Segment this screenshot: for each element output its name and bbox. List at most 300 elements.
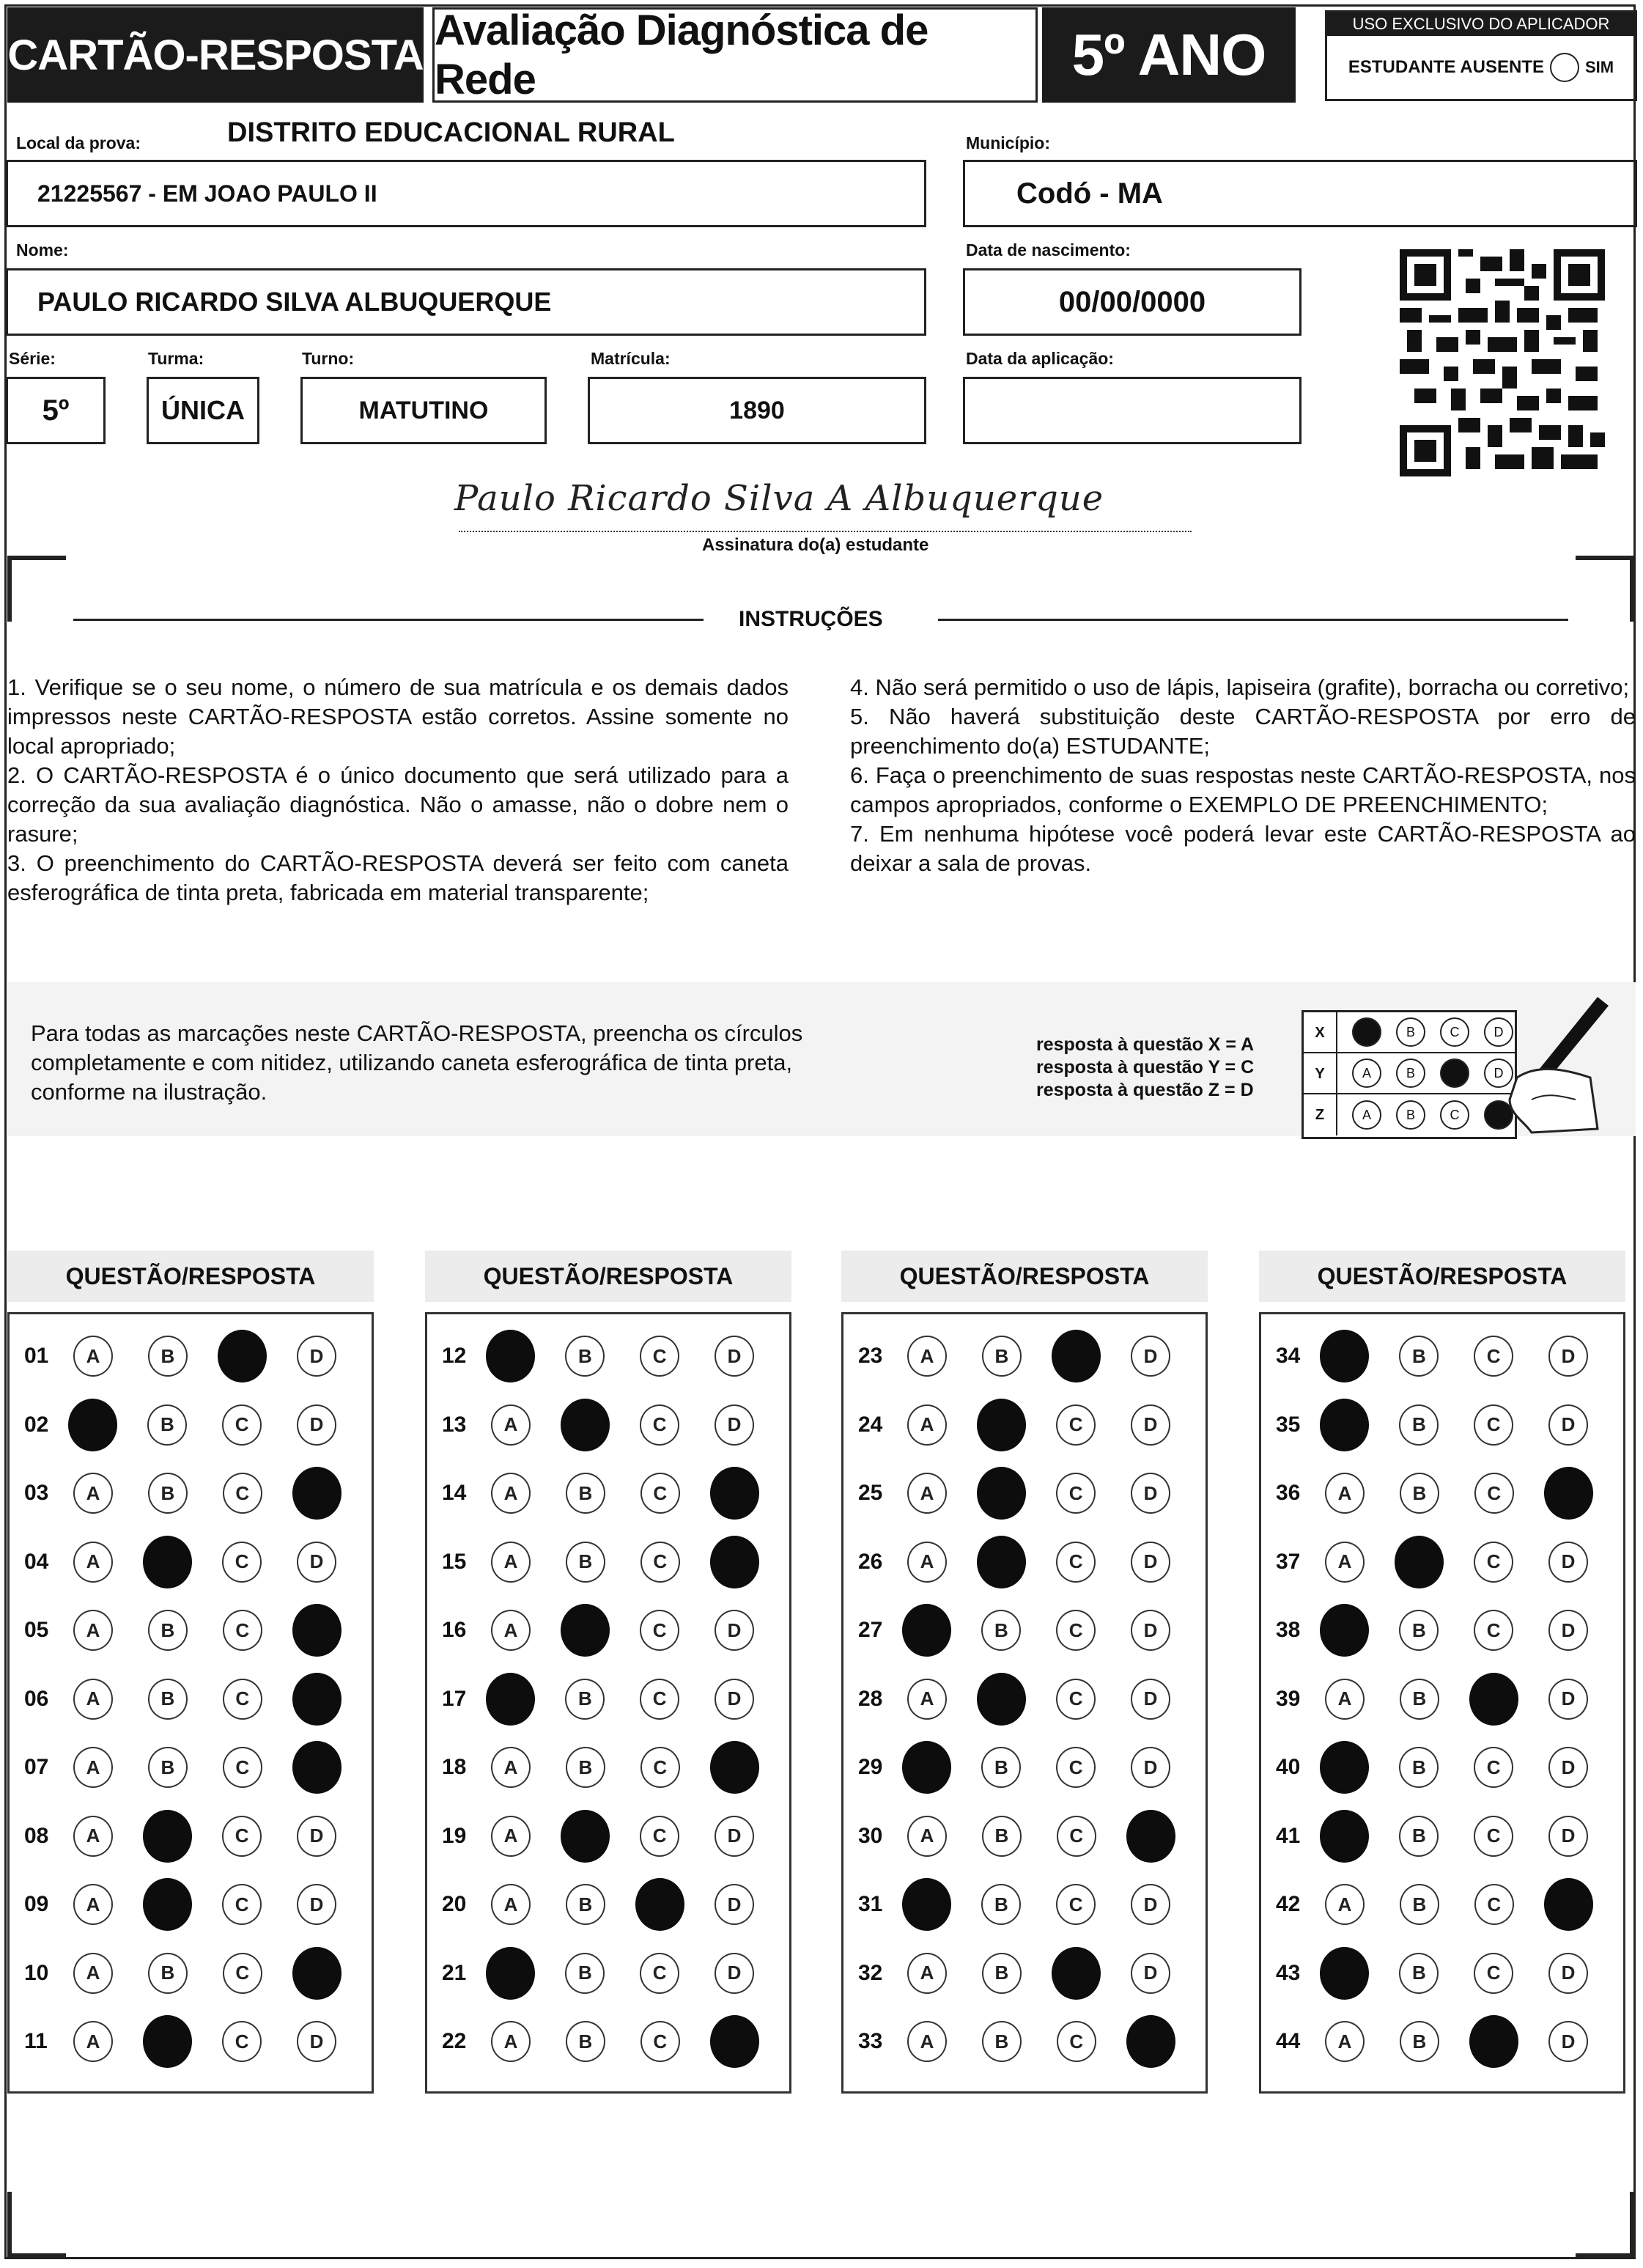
question-number: 29: [858, 1755, 883, 1779]
example-line-x: resposta à questão X = A: [1036, 1034, 1255, 1055]
answer-bubble-d[interactable]: [710, 1741, 759, 1794]
answer-bubble-b[interactable]: B: [565, 1336, 605, 1377]
answer-row: [10, 1939, 372, 2008]
answer-bubble-c[interactable]: C: [640, 1473, 680, 1514]
answer-bubble-c[interactable]: C: [222, 2021, 262, 2062]
answer-bubble-b[interactable]: B: [981, 1610, 1021, 1651]
answer-bubble-d[interactable]: D: [1131, 1884, 1170, 1925]
question-number: 36: [1276, 1481, 1301, 1505]
answer-bubble-c[interactable]: C: [223, 1953, 262, 1994]
answer-bubble-c[interactable]: C: [1056, 1473, 1096, 1514]
answer-row: [10, 1596, 372, 1665]
answer-bubble-c[interactable]: C: [640, 1816, 679, 1857]
answer-bubble-b[interactable]: B: [1399, 1816, 1439, 1857]
answer-row: [10, 1459, 372, 1528]
answer-bubble-a[interactable]: [1320, 1604, 1369, 1657]
answer-bubble-d[interactable]: D: [1131, 1404, 1170, 1446]
answer-bubble-c[interactable]: C: [222, 1816, 262, 1857]
answer-bubble-b[interactable]: B: [566, 1542, 605, 1583]
answer-bubble-b[interactable]: [143, 2015, 192, 2068]
answer-bubble-b[interactable]: B: [1399, 1610, 1439, 1651]
shift-field[interactable]: MATUTINO: [300, 377, 547, 444]
application-date-field[interactable]: [963, 377, 1302, 444]
answer-bubble-c[interactable]: [1469, 1673, 1518, 1726]
question-number: 20: [442, 1892, 467, 1916]
answer-bubble-c[interactable]: C: [1474, 1816, 1513, 1857]
answer-bubble-b[interactable]: B: [565, 1679, 605, 1720]
answer-row: [427, 1870, 789, 1939]
column-header: QUESTÃO/RESPOSTA: [1259, 1251, 1625, 1302]
answer-bubble-d[interactable]: D: [297, 1336, 336, 1377]
question-number: 07: [24, 1755, 49, 1779]
question-number: 19: [442, 1823, 467, 1848]
answer-bubble-a[interactable]: A: [907, 1679, 947, 1720]
answer-row: [427, 1391, 789, 1459]
answer-bubble-c[interactable]: C: [223, 1473, 262, 1514]
answer-bubble-c[interactable]: C: [1474, 1953, 1513, 1994]
absent-option: SIM: [1585, 58, 1614, 76]
answer-bubble-d[interactable]: D: [1548, 1747, 1588, 1788]
answer-bubble-c[interactable]: C: [640, 2021, 680, 2062]
corner-mark-br: [1576, 2192, 1634, 2258]
answer-bubble-c[interactable]: C: [1474, 1610, 1513, 1651]
answer-bubble-a[interactable]: A: [1325, 1542, 1365, 1583]
answer-bubble-a[interactable]: A: [73, 2021, 113, 2062]
example-bubble-a: [1352, 1017, 1381, 1047]
answer-bubble-b[interactable]: B: [1400, 1884, 1439, 1925]
answer-bubble-c[interactable]: C: [640, 1953, 679, 1994]
school-field[interactable]: 21225567 - EM JOAO PAULO II: [6, 160, 926, 227]
example-grid: [1302, 1010, 1517, 1139]
signature-label: Assinatura do(a) estudante: [702, 535, 929, 555]
answer-bubble-c[interactable]: [1469, 2015, 1518, 2068]
answer-row: [1261, 1939, 1623, 2008]
answer-bubble-d[interactable]: [1126, 1810, 1175, 1863]
answer-bubble-a[interactable]: A: [907, 1336, 947, 1377]
answer-bubble-a[interactable]: A: [907, 2021, 947, 2062]
answer-bubble-b[interactable]: B: [1399, 1747, 1439, 1788]
example-line-z: resposta à questão Z = D: [1036, 1080, 1254, 1100]
instructions-rule-left: [73, 619, 704, 621]
absent-bubble[interactable]: [1550, 53, 1579, 82]
answer-bubble-c[interactable]: C: [223, 1679, 262, 1720]
answer-row: [1261, 1528, 1623, 1597]
answer-bubble-d[interactable]: [1544, 1878, 1593, 1931]
answer-row: [427, 1322, 789, 1391]
answer-bubble-b[interactable]: [561, 1399, 610, 1451]
answer-bubble-d[interactable]: D: [297, 2021, 336, 2062]
answer-row: [843, 1939, 1206, 2008]
answer-bubble-c[interactable]: C: [1057, 1816, 1096, 1857]
question-number: 37: [1276, 1549, 1301, 1574]
answer-bubble-b[interactable]: [1395, 1536, 1444, 1588]
answer-bubble-a[interactable]: A: [73, 1816, 113, 1857]
answer-row: [1261, 1802, 1623, 1871]
answer-bubble-a[interactable]: [902, 1878, 951, 1931]
answer-bubble-b[interactable]: B: [148, 1336, 188, 1377]
example-question-label: Y: [1304, 1053, 1337, 1093]
answer-bubble-c[interactable]: C: [1056, 1542, 1096, 1583]
example-bubble-b: B: [1396, 1017, 1425, 1047]
answer-bubble-a[interactable]: [1320, 1330, 1369, 1382]
answer-bubble-c[interactable]: C: [223, 1747, 262, 1788]
student-signature: Paulo Ricardo Silva A Albuquerque: [454, 478, 1104, 519]
answer-bubble-d[interactable]: D: [715, 1953, 754, 1994]
answer-bubble-d[interactable]: D: [715, 1610, 754, 1651]
answer-bubble-c[interactable]: C: [1056, 1884, 1096, 1925]
answer-row: [1261, 1322, 1623, 1391]
answer-bubble-b[interactable]: B: [982, 1816, 1022, 1857]
answer-bubble-c[interactable]: C: [1056, 1679, 1096, 1720]
answer-row: [1261, 1870, 1623, 1939]
answer-bubble-b[interactable]: B: [565, 1953, 605, 1994]
answer-row: [10, 1391, 372, 1459]
answer-bubble-c[interactable]: C: [1056, 1610, 1096, 1651]
answer-row: [843, 1733, 1206, 1802]
answer-bubble-d[interactable]: D: [715, 1336, 754, 1377]
answer-bubble-d[interactable]: D: [715, 1884, 754, 1925]
answer-bubble-a[interactable]: A: [73, 1542, 113, 1583]
answer-bubble-b[interactable]: B: [981, 1884, 1021, 1925]
answer-row: [843, 1459, 1206, 1528]
answer-bubble-b[interactable]: B: [981, 1747, 1021, 1788]
question-number: 42: [1276, 1892, 1301, 1916]
answer-row: [10, 1733, 372, 1802]
answer-bubble-c[interactable]: C: [222, 1542, 262, 1583]
answer-bubble-d[interactable]: [710, 1467, 759, 1520]
answer-bubble-d[interactable]: D: [1548, 1542, 1588, 1583]
answer-bubble-d[interactable]: D: [1131, 1610, 1170, 1651]
answer-bubble-b[interactable]: B: [148, 1953, 188, 1994]
question-number: 41: [1276, 1823, 1301, 1848]
corner-mark-bl: [7, 2192, 66, 2258]
answer-bubble-c[interactable]: C: [1474, 1473, 1514, 1514]
answer-bubble-d[interactable]: [292, 1604, 341, 1657]
corner-mark-tr: [1576, 556, 1634, 622]
answer-bubble-c[interactable]: C: [1474, 1336, 1513, 1377]
answer-bubble-a[interactable]: A: [907, 1953, 947, 1994]
exam-title: Avaliação Diagnóstica de Rede: [432, 7, 1038, 103]
answer-bubble-c[interactable]: C: [1474, 1542, 1513, 1583]
question-number: 23: [858, 1344, 883, 1368]
answer-bubble-c[interactable]: [1052, 1947, 1101, 2000]
answer-row: [1261, 1391, 1623, 1459]
answer-bubble-a[interactable]: A: [491, 1816, 531, 1857]
answer-bubble-b[interactable]: B: [1400, 1679, 1439, 1720]
answer-bubble-a[interactable]: A: [1325, 1679, 1365, 1720]
applicator-label: USO EXCLUSIVO DO APLICADOR: [1327, 12, 1635, 36]
answer-bubble-d[interactable]: D: [1131, 1473, 1170, 1514]
question-number: 43: [1276, 1960, 1301, 1985]
answer-row: [843, 1802, 1206, 1871]
answer-bubble-a[interactable]: A: [73, 1610, 113, 1651]
corner-mark-tl: [7, 556, 66, 622]
answer-bubble-c[interactable]: C: [1474, 1884, 1514, 1925]
answer-row: [427, 1939, 789, 2008]
column-header: QUESTÃO/RESPOSTA: [7, 1251, 374, 1302]
answer-bubble-d[interactable]: [710, 1536, 759, 1588]
answer-bubble-b[interactable]: [977, 1536, 1026, 1588]
instructions-title: INSTRUÇÕES: [739, 607, 883, 631]
answer-bubble-a[interactable]: [902, 1604, 951, 1657]
example-line-y: resposta à questão Y = C: [1036, 1057, 1255, 1078]
answer-bubble-a[interactable]: [486, 1947, 535, 2000]
example-row: [1304, 1012, 1515, 1053]
answer-bubble-c[interactable]: C: [1474, 1747, 1513, 1788]
question-number: 04: [24, 1549, 49, 1574]
answer-column: [7, 1312, 374, 2094]
question-number: 26: [858, 1549, 883, 1574]
exam-location: DISTRITO EDUCACIONAL RURAL: [227, 117, 675, 148]
answer-bubble-a[interactable]: A: [1325, 1473, 1365, 1514]
answer-bubble-a[interactable]: A: [73, 1473, 113, 1514]
instructions-right: 4. Não será permitido o uso de lápis, lapiseira (grafite), borracha ou corretivo; 5. Não haverá substituição deste CARTÃO-RESPOSTA por erro de preenchimento do(a) ESTUDANTE; 6. Faça o preenchimento de suas respostas neste CARTÃO-RESPOSTA, nos campos apropriados, conforme o EXEMPLO DE PREENCHIMENTO; 7. Em nenhuma hipótese você poderá levar este CARTÃO-RESPOSTA ao deixar a sala de provas.: [850, 674, 1636, 876]
answer-bubble-b[interactable]: B: [148, 1679, 188, 1720]
answer-bubble-a[interactable]: A: [491, 2021, 531, 2062]
answer-bubble-c[interactable]: [1052, 1330, 1101, 1382]
question-number: 17: [442, 1686, 467, 1711]
answer-bubble-d[interactable]: D: [297, 1542, 336, 1583]
answer-row: [843, 1322, 1206, 1391]
answer-bubble-d[interactable]: [1544, 1467, 1593, 1520]
question-number: 30: [858, 1823, 883, 1848]
answer-bubble-a[interactable]: [68, 1399, 117, 1451]
answer-bubble-a[interactable]: A: [907, 1542, 947, 1583]
answer-bubble-b[interactable]: B: [1399, 1336, 1439, 1377]
instructions-rule-right: [938, 619, 1568, 621]
answer-bubble-a[interactable]: A: [491, 1473, 531, 1514]
answer-bubble-a[interactable]: A: [73, 1336, 113, 1377]
answer-column: [425, 1312, 791, 2094]
answer-bubble-b[interactable]: B: [566, 2021, 605, 2062]
answer-bubble-d[interactable]: D: [1548, 2021, 1588, 2062]
answer-bubble-c[interactable]: [635, 1878, 684, 1931]
answer-row: [427, 2007, 789, 2076]
answer-bubble-b[interactable]: B: [982, 1953, 1022, 1994]
answer-bubble-d[interactable]: D: [1131, 1679, 1170, 1720]
card-title: CARTÃO-RESPOSTA: [7, 7, 424, 103]
answer-bubble-b[interactable]: B: [1400, 1473, 1439, 1514]
answer-bubble-b[interactable]: B: [566, 1884, 605, 1925]
answer-bubble-d[interactable]: [292, 1947, 341, 2000]
answer-row: [427, 1528, 789, 1597]
question-number: 06: [24, 1686, 49, 1711]
name-label: Nome:: [16, 240, 69, 259]
answer-row: [427, 1459, 789, 1528]
answer-bubble-d[interactable]: [292, 1673, 341, 1726]
answer-row: [843, 1665, 1206, 1734]
answer-bubble-a[interactable]: A: [73, 1953, 113, 1994]
answer-bubble-c[interactable]: C: [223, 1610, 262, 1651]
answer-bubble-b[interactable]: B: [147, 1404, 187, 1446]
question-number: 32: [858, 1960, 883, 1985]
absent-label: ESTUDANTE AUSENTE: [1348, 57, 1544, 77]
answer-bubble-b[interactable]: [143, 1878, 192, 1931]
answer-bubble-a[interactable]: A: [907, 1816, 947, 1857]
answer-bubble-d[interactable]: [1126, 2015, 1175, 2068]
answer-column: [841, 1312, 1208, 2094]
answer-bubble-b[interactable]: B: [1400, 2021, 1439, 2062]
answer-bubble-d[interactable]: D: [297, 1884, 336, 1925]
answer-bubble-b[interactable]: [561, 1604, 610, 1657]
answer-bubble-b[interactable]: B: [982, 1336, 1022, 1377]
answer-bubble-d[interactable]: D: [1548, 1953, 1588, 1994]
answer-bubble-d[interactable]: D: [1548, 1679, 1588, 1720]
grade-field[interactable]: 5º: [6, 377, 106, 444]
answer-bubble-c[interactable]: C: [640, 1747, 680, 1788]
answer-row: [427, 1596, 789, 1665]
question-number: 28: [858, 1686, 883, 1711]
answer-bubble-b[interactable]: [977, 1673, 1026, 1726]
answer-bubble-d[interactable]: D: [1131, 1953, 1170, 1994]
example-bubble-c: C: [1440, 1100, 1469, 1130]
enrollment-field[interactable]: 1890: [588, 377, 926, 444]
question-number: 09: [24, 1892, 49, 1916]
question-number: 34: [1276, 1344, 1301, 1368]
answer-bubble-d[interactable]: D: [715, 1679, 754, 1720]
answer-bubble-c[interactable]: C: [1056, 1747, 1096, 1788]
answer-column: [1259, 1312, 1625, 2094]
answer-row: [1261, 1459, 1623, 1528]
answer-row: [10, 1802, 372, 1871]
answer-bubble-b[interactable]: B: [148, 1610, 188, 1651]
answer-bubble-a[interactable]: A: [1325, 2021, 1365, 2062]
answer-bubble-c[interactable]: C: [640, 1679, 679, 1720]
city-label: Município:: [966, 133, 1050, 152]
answer-bubble-d[interactable]: D: [1548, 1610, 1588, 1651]
example-row: [1304, 1053, 1515, 1094]
birth-field[interactable]: 00/00/0000: [963, 268, 1302, 336]
answer-bubble-d[interactable]: D: [297, 1816, 336, 1857]
answer-bubble-c[interactable]: C: [1056, 1404, 1096, 1446]
answer-bubble-d[interactable]: D: [1131, 1336, 1170, 1377]
answer-bubble-a[interactable]: [1320, 1741, 1369, 1794]
answer-bubble-a[interactable]: A: [907, 1404, 947, 1446]
example-question-label: X: [1304, 1012, 1337, 1052]
answer-row: [10, 1528, 372, 1597]
question-number: 24: [858, 1412, 883, 1437]
answer-bubble-a[interactable]: A: [491, 1747, 531, 1788]
question-number: 02: [24, 1412, 49, 1437]
question-number: 31: [858, 1892, 883, 1916]
answer-bubble-b[interactable]: B: [566, 1473, 605, 1514]
answer-bubble-a[interactable]: A: [907, 1473, 947, 1514]
answer-bubble-a[interactable]: [1320, 1810, 1369, 1863]
city-field[interactable]: Codó - MA: [963, 160, 1637, 227]
answer-bubble-d[interactable]: [292, 1741, 341, 1794]
example-bubble-c: C: [1440, 1017, 1469, 1047]
answer-bubble-a[interactable]: [902, 1741, 951, 1794]
question-number: 03: [24, 1481, 49, 1505]
answer-bubble-d[interactable]: D: [1131, 1542, 1170, 1583]
answer-bubble-a[interactable]: [486, 1673, 535, 1726]
answer-bubble-c[interactable]: C: [640, 1336, 679, 1377]
answer-bubble-b[interactable]: [977, 1399, 1026, 1451]
answer-bubble-a[interactable]: A: [491, 1610, 531, 1651]
answer-row: [427, 1802, 789, 1871]
answer-bubble-d[interactable]: [710, 2015, 759, 2068]
question-number: 44: [1276, 2029, 1301, 2053]
answer-bubble-b[interactable]: B: [1399, 1953, 1439, 1994]
answer-bubble-a[interactable]: A: [491, 1884, 531, 1925]
answer-bubble-c[interactable]: C: [640, 1542, 680, 1583]
answer-bubble-b[interactable]: [561, 1810, 610, 1863]
instructions-left: 1. Verifique se o seu nome, o número de sua matrícula e os demais dados impressos neste CARTÃO-RESPOSTA estão corretos. Assine somente no local apropriado; 2. O CARTÃO-RESPOSTA é o único documento que será utilizado para a correção da sua avaliação diagnóstica. Não o amasse, não o dobre nem o rasure; 3. O preenchimento do CARTÃO-RESPOSTA deverá ser feito com caneta esferográfica de tinta preta, fabricada em material transparente;: [7, 674, 789, 905]
answer-bubble-d[interactable]: D: [1131, 1747, 1170, 1788]
answer-row: [843, 2007, 1206, 2076]
answer-bubble-a[interactable]: [1320, 1947, 1369, 2000]
answer-row: [843, 1528, 1206, 1597]
answer-bubble-b[interactable]: B: [148, 1747, 188, 1788]
applicator-box: [1325, 10, 1637, 101]
answer-bubble-d[interactable]: D: [1548, 1816, 1588, 1857]
grade-label: Série:: [9, 349, 56, 368]
question-number: 13: [442, 1412, 467, 1437]
answer-bubble-d[interactable]: D: [1548, 1336, 1588, 1377]
class-field[interactable]: ÚNICA: [147, 377, 259, 444]
answer-bubble-c[interactable]: C: [222, 1884, 262, 1925]
answer-bubble-d[interactable]: D: [297, 1404, 336, 1446]
answer-bubble-b[interactable]: B: [148, 1473, 188, 1514]
answer-bubble-a[interactable]: [1320, 1399, 1369, 1451]
answer-bubble-a[interactable]: A: [491, 1404, 531, 1446]
answer-bubble-b[interactable]: B: [1399, 1404, 1439, 1446]
answer-bubble-a[interactable]: A: [1325, 1884, 1365, 1925]
column-header: QUESTÃO/RESPOSTA: [425, 1251, 791, 1302]
answer-bubble-a[interactable]: A: [73, 1679, 113, 1720]
question-number: 05: [24, 1618, 49, 1642]
answer-bubble-d[interactable]: D: [715, 1404, 754, 1446]
signature-line: [459, 531, 1192, 532]
answer-bubble-a[interactable]: A: [73, 1747, 113, 1788]
application-date-label: Data da aplicação:: [966, 349, 1114, 368]
example-bubble-a: A: [1352, 1100, 1381, 1130]
question-number: 15: [442, 1549, 467, 1574]
exam-location-label: Local da prova:: [16, 133, 141, 152]
answer-bubble-a[interactable]: [486, 1330, 535, 1382]
answer-bubble-c[interactable]: C: [1057, 2021, 1096, 2062]
answer-bubble-a[interactable]: A: [73, 1884, 113, 1925]
answer-row: [1261, 2007, 1623, 2076]
enrollment-label: Matrícula:: [591, 349, 671, 368]
question-number: 18: [442, 1755, 467, 1779]
answer-bubble-c[interactable]: C: [640, 1610, 679, 1651]
answer-bubble-b[interactable]: B: [566, 1747, 605, 1788]
answer-bubble-c[interactable]: C: [640, 1404, 679, 1446]
question-number: 27: [858, 1618, 883, 1642]
question-number: 01: [24, 1344, 49, 1368]
answer-row: [427, 1733, 789, 1802]
answer-bubble-d[interactable]: D: [1548, 1404, 1588, 1446]
answer-bubble-b[interactable]: [143, 1536, 192, 1588]
answer-bubble-c[interactable]: [218, 1330, 267, 1382]
answer-bubble-d[interactable]: [292, 1467, 341, 1520]
answer-bubble-b[interactable]: [143, 1810, 192, 1863]
answer-bubble-c[interactable]: C: [1474, 1404, 1513, 1446]
question-number: 40: [1276, 1755, 1301, 1779]
answer-bubble-b[interactable]: B: [982, 2021, 1022, 2062]
answer-bubble-b[interactable]: [977, 1467, 1026, 1520]
example-bubble-b: B: [1396, 1100, 1425, 1130]
answer-bubble-a[interactable]: A: [491, 1542, 531, 1583]
name-field[interactable]: PAULO RICARDO SILVA ALBUQUERQUE: [6, 268, 926, 336]
answer-bubble-c[interactable]: C: [222, 1404, 262, 1446]
answer-bubble-d[interactable]: D: [715, 1816, 754, 1857]
question-number: 38: [1276, 1618, 1301, 1642]
example-bubble-a: A: [1352, 1058, 1381, 1088]
example-bubble-d: D: [1484, 1058, 1513, 1088]
example-question-label: Z: [1304, 1094, 1337, 1135]
